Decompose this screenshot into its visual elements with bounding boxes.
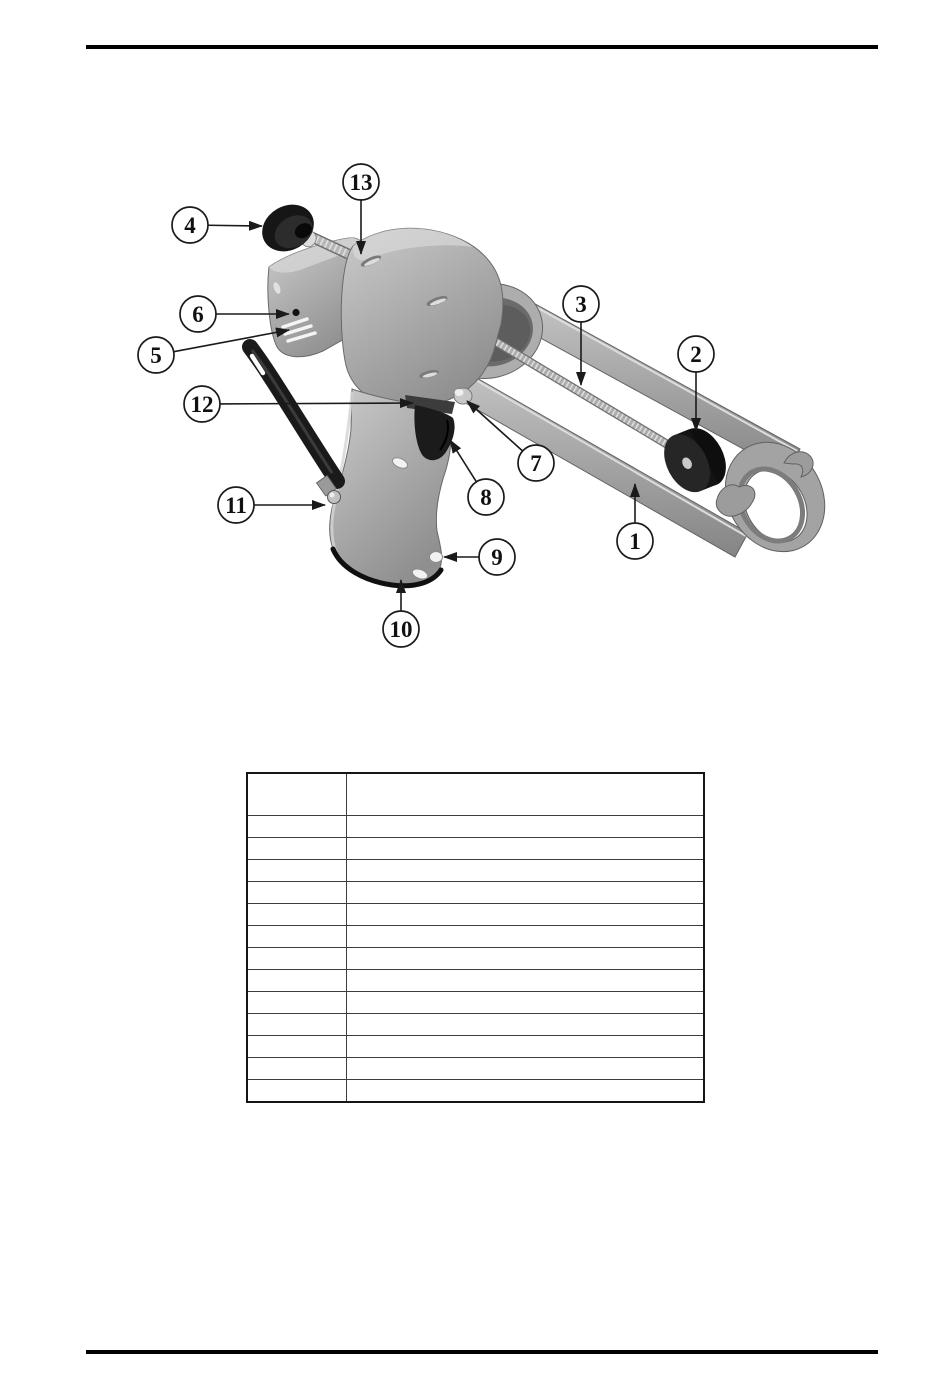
cap-support bbox=[716, 485, 755, 516]
housing-button bbox=[292, 309, 299, 316]
callout-number-8: 8 bbox=[480, 485, 492, 510]
table-header-row bbox=[247, 773, 704, 816]
callout-leader-5 bbox=[174, 330, 289, 352]
parts-table bbox=[246, 772, 705, 1103]
table-cell bbox=[247, 882, 346, 904]
callout-number-11: 11 bbox=[225, 493, 247, 518]
table-row bbox=[247, 970, 704, 992]
table-row bbox=[247, 816, 704, 838]
table-cell bbox=[346, 1058, 704, 1080]
hook-pin bbox=[328, 491, 341, 504]
table-cell bbox=[247, 992, 346, 1014]
callout-11 bbox=[218, 487, 325, 523]
table-cell bbox=[247, 1080, 346, 1103]
parts-table-header bbox=[247, 773, 704, 816]
top-rule bbox=[86, 45, 878, 49]
callout-number-12: 12 bbox=[190, 392, 214, 417]
table-cell bbox=[247, 1036, 346, 1058]
callout-9 bbox=[444, 539, 515, 575]
callout-number-5: 5 bbox=[150, 343, 162, 368]
table-row bbox=[247, 1080, 704, 1103]
table-cell bbox=[247, 1058, 346, 1080]
callout-number-13: 13 bbox=[349, 170, 373, 195]
table-cell bbox=[346, 948, 704, 970]
callout-4 bbox=[172, 207, 262, 243]
table-cell bbox=[346, 882, 704, 904]
table-cell bbox=[346, 860, 704, 882]
callout-leader-4 bbox=[208, 225, 262, 226]
table-row bbox=[247, 926, 704, 948]
table-cell bbox=[247, 816, 346, 838]
callout-8 bbox=[450, 440, 504, 515]
callout-number-7: 7 bbox=[530, 451, 542, 476]
table-row bbox=[247, 860, 704, 882]
table-row bbox=[247, 904, 704, 926]
table-cell bbox=[346, 1036, 704, 1058]
callout-number-6: 6 bbox=[192, 302, 204, 327]
table-cell bbox=[346, 970, 704, 992]
callout-number-1: 1 bbox=[629, 529, 641, 554]
table-cell bbox=[346, 926, 704, 948]
parts-diagram bbox=[80, 140, 880, 700]
callout-leader-8 bbox=[450, 440, 476, 482]
table-cell bbox=[346, 904, 704, 926]
table-cell bbox=[346, 1014, 704, 1036]
callout-leader-12 bbox=[220, 403, 413, 404]
table-row bbox=[247, 948, 704, 970]
callout-10 bbox=[383, 580, 419, 647]
table-row bbox=[247, 838, 704, 860]
table-header-cell bbox=[346, 773, 704, 816]
table-row bbox=[247, 1036, 704, 1058]
hanging-hook bbox=[250, 347, 341, 504]
caulking-gun-illustration bbox=[250, 195, 844, 585]
table-cell bbox=[346, 1080, 704, 1103]
table-header-cell bbox=[247, 773, 346, 816]
table-row bbox=[247, 1058, 704, 1080]
table-cell bbox=[247, 948, 346, 970]
callout-number-9: 9 bbox=[491, 545, 503, 570]
parts-table-body bbox=[247, 816, 704, 1103]
callout-number-3: 3 bbox=[575, 292, 587, 317]
table-row bbox=[247, 1014, 704, 1036]
table-cell bbox=[247, 904, 346, 926]
table-cell bbox=[247, 838, 346, 860]
table-row bbox=[247, 882, 704, 904]
table-cell bbox=[247, 926, 346, 948]
table-cell bbox=[247, 1014, 346, 1036]
table-row bbox=[247, 992, 704, 1014]
callout-number-10: 10 bbox=[389, 617, 413, 642]
callout-number-4: 4 bbox=[184, 213, 196, 238]
table-cell bbox=[346, 838, 704, 860]
callout-number-2: 2 bbox=[690, 342, 702, 367]
table-cell bbox=[346, 816, 704, 838]
table-cell bbox=[247, 860, 346, 882]
table-cell bbox=[346, 992, 704, 1014]
bottom-rule bbox=[86, 1350, 878, 1354]
table-cell bbox=[247, 970, 346, 992]
